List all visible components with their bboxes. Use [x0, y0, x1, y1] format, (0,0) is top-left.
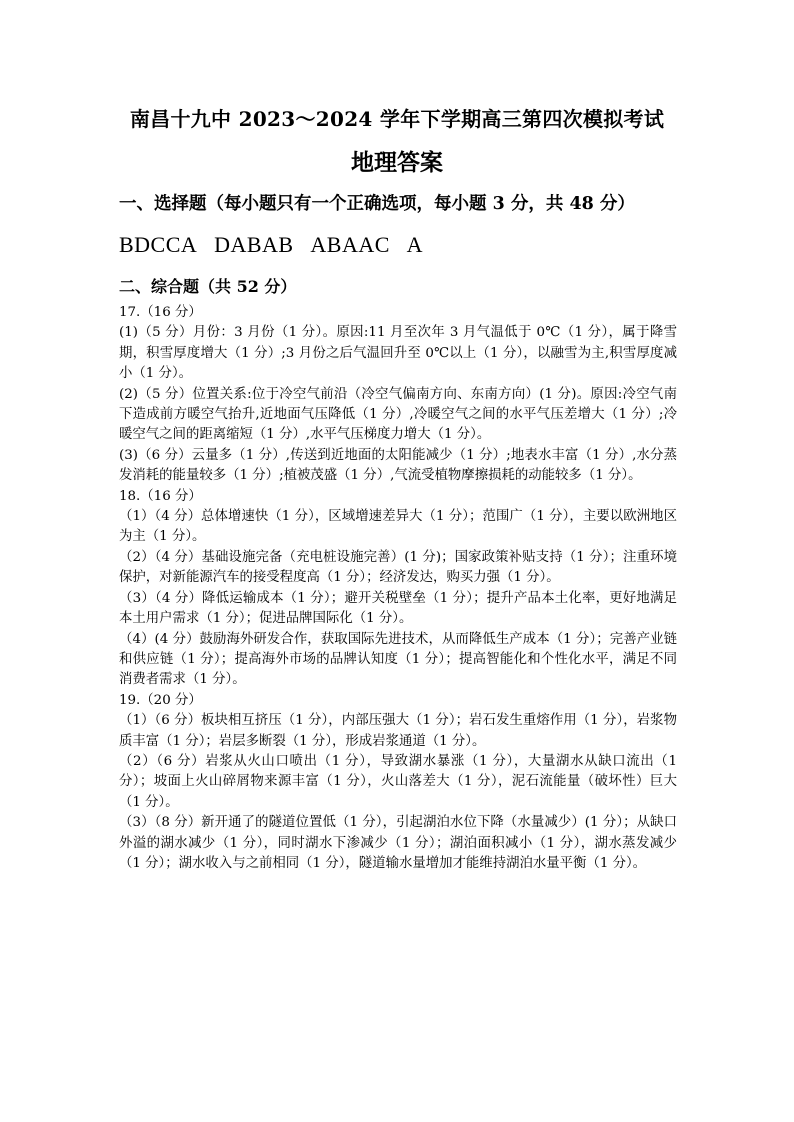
q18-part-2: （2）（4 分）基础设施完备（充电桩设施完善）(1 分)；国家政策补贴支持（1 分）；注重环境保护，对新能源汽车的接受程度高（1 分）；经济发达，购买力强（1 分）。: [119, 549, 677, 586]
multiple-choice-answers: BDCCA DABAB ABAAC A: [119, 232, 424, 257]
q17-header: 17.（16 分）: [119, 305, 202, 320]
q19-part-3: （3）（8 分）新开通了的隧道位置低（1 分），引起湖泊水位下降（水量减少）(1 分）；从缺口外溢的湖水减少（1 分），同时湖水下渗减少（1 分）；湖泊面积减小（1 分），湖水蒸发减少（1 分）；湖水收入与之前相同（1 分），隧道输水量增加才能维持湖泊水量平衡（1 分）。: [119, 815, 677, 871]
q18-part-1: （1）（4 分）总体增速快（1 分），区域增速差异大（1 分）；范围广（1 分），主要以欧洲地区为主（1 分）。: [119, 509, 677, 545]
document-subtitle: 地理答案: [351, 149, 443, 176]
q18-part-4: （4）(4 分）鼓励海外研发合作，获取国际先进技术，从而降低生产成本（1 分）；完善产业链和供应链（1 分）；提高海外市场的品牌认知度（1 分）；提高智能化和个性化水平，满足不同消费者需求（1 分）。: [119, 631, 677, 688]
q19-part-2: （2）（6 分）岩浆从火山口喷出（1 分），导致湖水暴涨（1 分），大量湖水从缺口流出（1 分）；坡面上火山碎屑物来源丰富（1 分），火山落差大（1 分），泥石流能量（破坏性）巨大（1 分）。: [119, 753, 677, 810]
q18-header: 18.（16 分）: [119, 488, 202, 504]
q19-header: 19.（20 分）: [119, 692, 202, 708]
q17-part-3: (3)（6 分）云量多（1 分）,传送到近地面的太阳能减少（1 分）;地表水丰富（1 分）,水分蒸发消耗的能量较多（1 分）;植被茂盛（1 分）,气流受植物摩擦损耗的动能较多（1 分）。: [119, 447, 677, 484]
section-2-body: [119, 303, 677, 874]
q19-part-1: （1）（6 分）板块相互挤压（1 分），内部压强大（1 分）；岩石发生重熔作用（1 分），岩浆物质丰富（1 分）；岩层多断裂（1 分），形成岩浆通道（1 分）。: [119, 713, 677, 749]
q17-part-2: (2)（5 分）位置关系:位于冷空气前沿（冷空气偏南方向、东南方向）(1 分)。原因:冷空气南下造成前方暖空气抬升,近地面气压降低（1 分）,冷暖空气之间的水平气压差增大（1 分）;冷暖空气之间的距离缩短（1 分）,水平气压梯度力增大（1 分）。: [119, 386, 677, 443]
section-1-heading: 一、选择题（每小题只有一个正确选项，每小题 3 分，共 48 分）: [119, 194, 635, 214]
q18-part-3: （3）（4 分）降低运输成本（1 分）；避开关税壁垒（1 分）；提升产品本土化率，更好地满足本土用户需求（1 分）；促进品牌国际化（1 分）。: [119, 590, 677, 627]
section-2-heading: 二、综合题（共 52 分）: [119, 277, 297, 296]
document-title: 南昌十九中 2023～2024 学年下学期高三第四次模拟考试: [129, 107, 665, 131]
q17-part-1: (1)（5 分）月份：3 月份（1 分）。原因:11 月至次年 3 月气温低于 0℃（1 分），属于降雪期，积雪厚度增大（1 分）;3 月份之后气温回升至 0℃以上（1 分），以融雪为主,积雪厚度减小（1 分）。: [119, 325, 677, 382]
